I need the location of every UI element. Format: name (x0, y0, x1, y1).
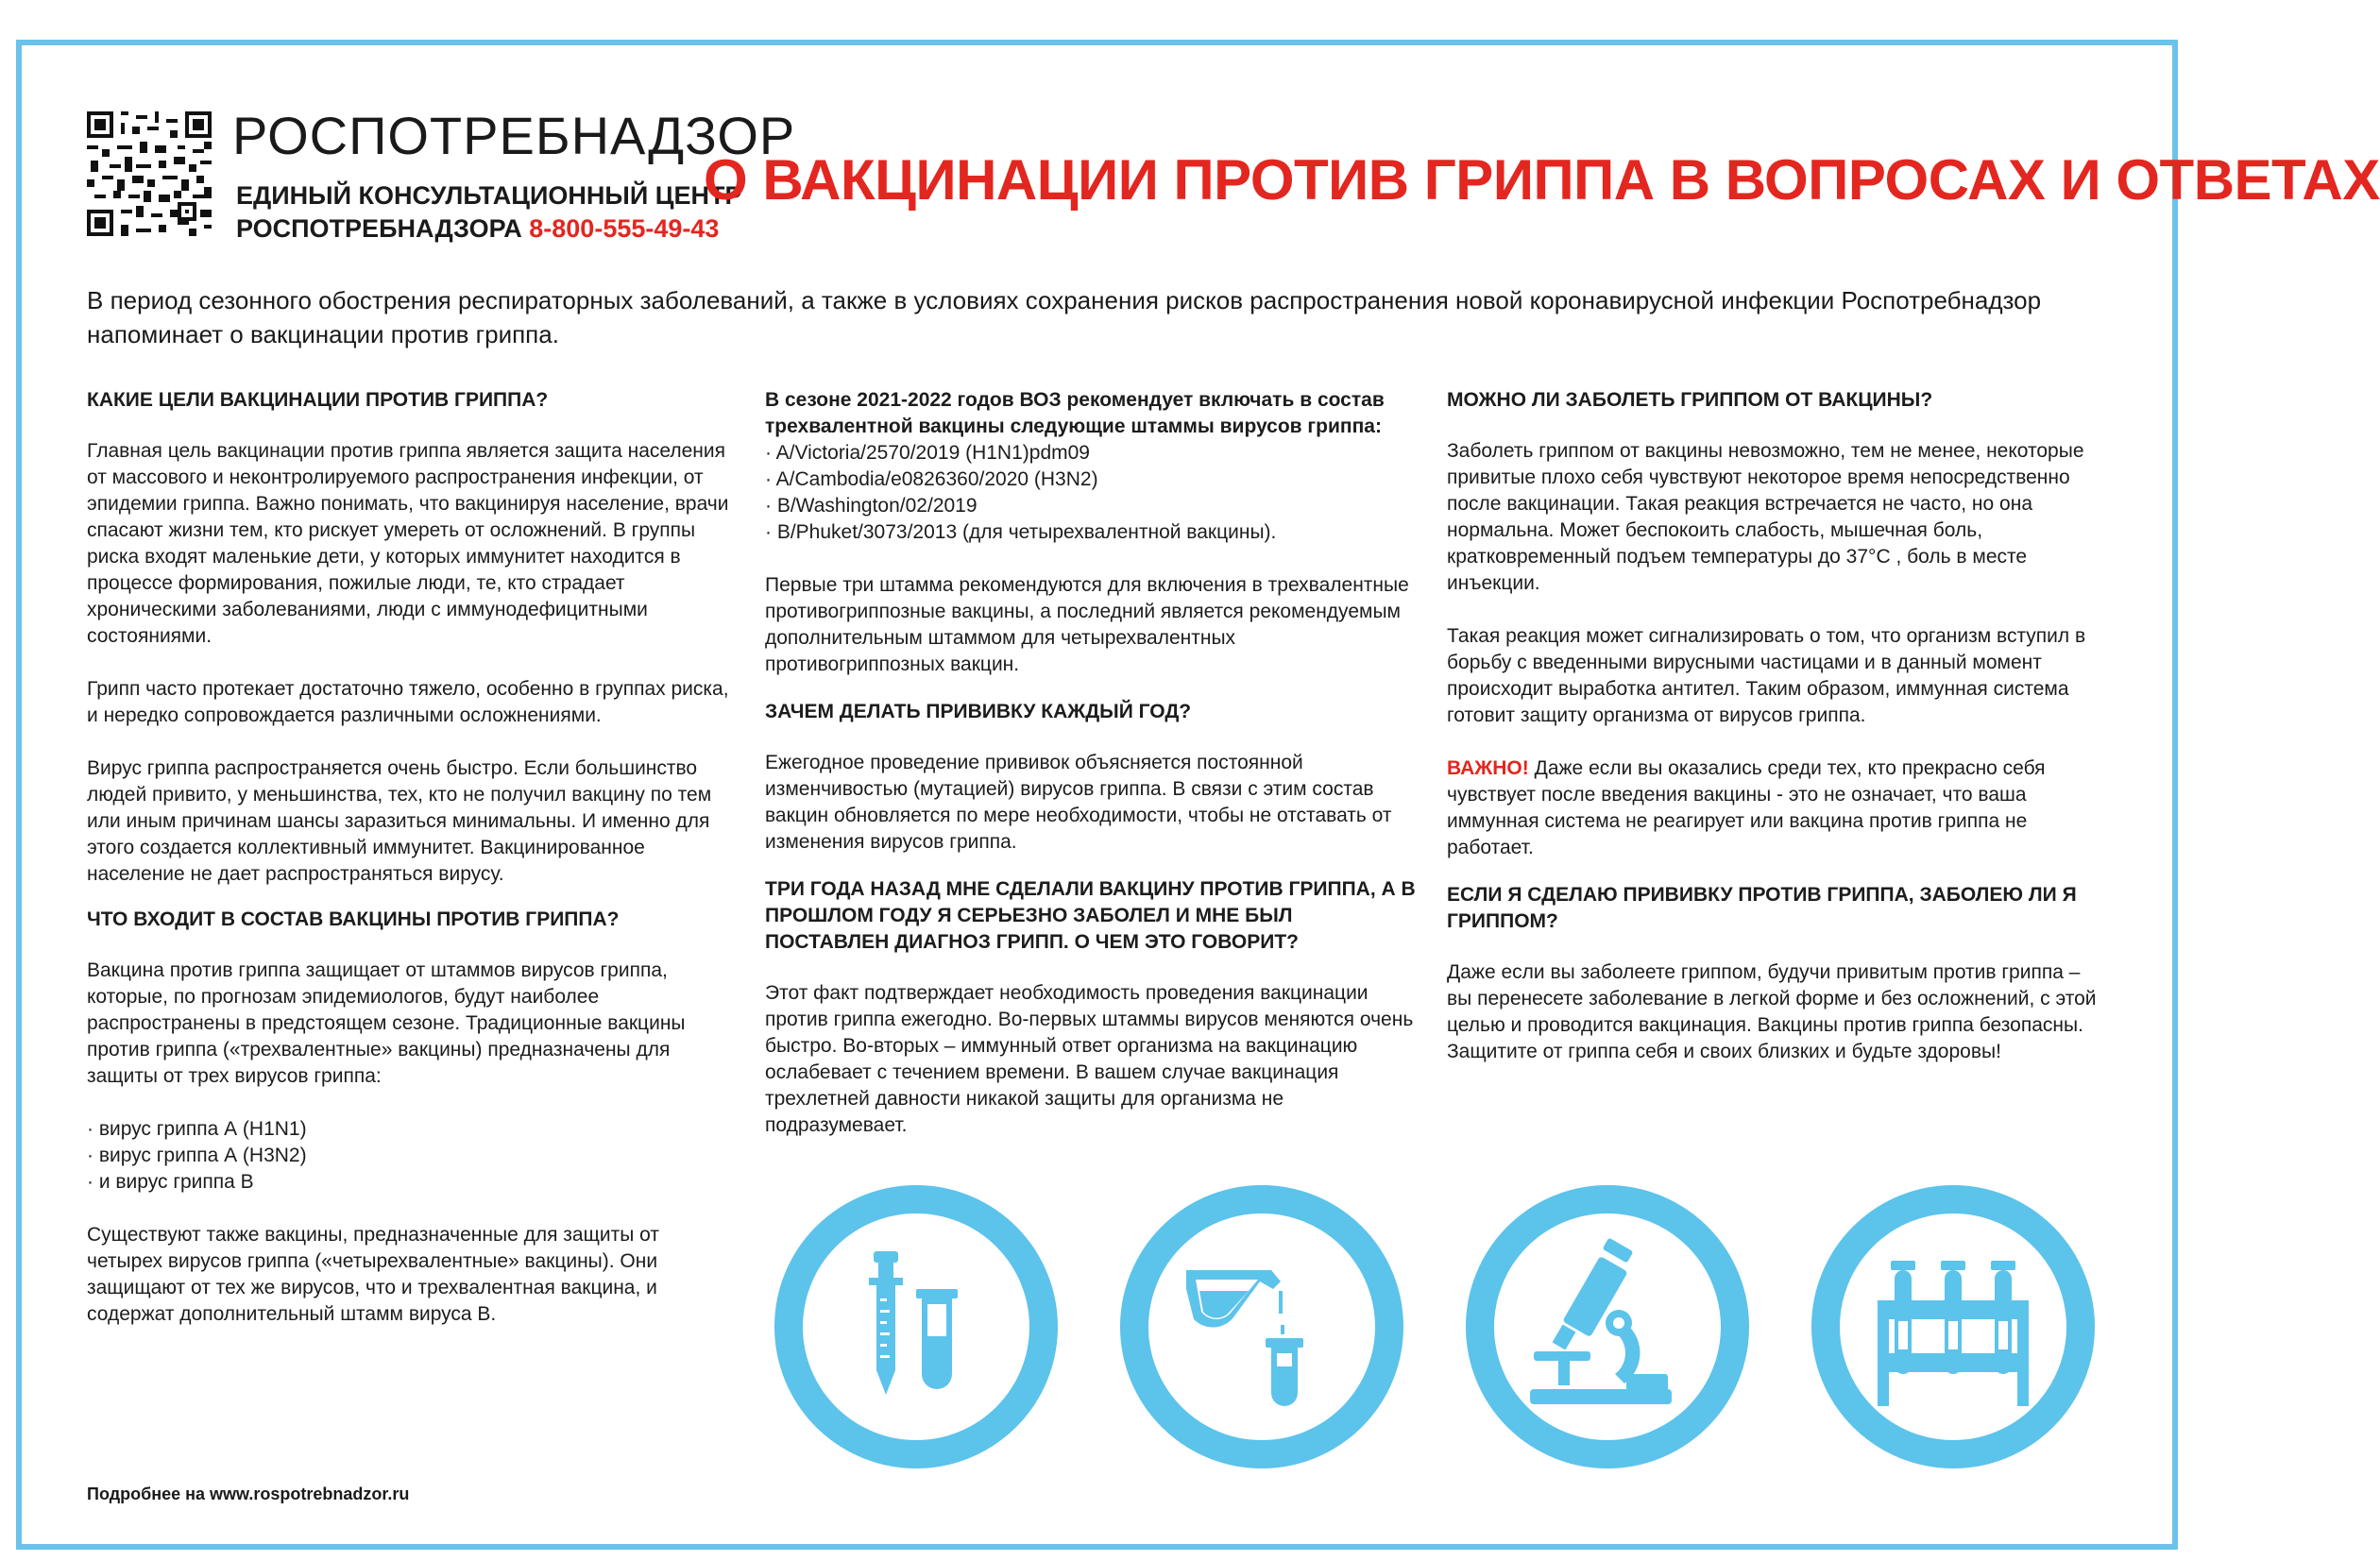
answer-composition-p1: Вакцина против гриппа защищает от штаммов вирусов гриппа, которые, по прогнозам эпидемиологов, будут наиболее распространены в предстоящем сезоне. Традиционные вакцины против гриппа («трехвалентные» вакцины) предназначены для защиты от трех вирусов гриппа: (87, 959, 686, 1087)
icon-circle (1120, 1185, 1403, 1468)
icon-circle (1466, 1185, 1749, 1468)
page-title: О ВАКЦИНАЦИИ ПРОТИВ ГРИППА В ВОПРОСАХ И ОТВЕТАХ (704, 148, 2380, 212)
icons-row (774, 1185, 2097, 1468)
strains-explanation: Первые три штамма рекомендуются для включения в трехвалентные противогриппозные вакцины, а последний является рекомендуемым дополнительным штаммом для четырехвалентных противогриппозных вакцин. (765, 574, 1409, 675)
hotline-phone: 8-800-555-49-43 (529, 214, 720, 243)
consult-center-line2 (236, 212, 742, 246)
list-item: · B/Washington/02/2019 (765, 495, 978, 517)
icon-circle (774, 1185, 1058, 1468)
pipette-test-tube-icon (822, 1232, 1011, 1421)
consult-center-line1: ЕДИНЫЙ КОНСУЛЬТАЦИОННЫЙ ЦЕНТР (236, 181, 742, 210)
icon-circle (1811, 1185, 2095, 1468)
column-1 (87, 387, 739, 1328)
list-item: · B/Phuket/3073/2013 (для четырехвалентной вакцины). (765, 521, 1277, 543)
flask-pouring-icon (1167, 1232, 1356, 1421)
answer-goals-p2: Грипп часто протекает достаточно тяжело, особенно в группах риска, и нередко сопровождается различными осложнениями. (87, 678, 729, 726)
list-item: · вирус гриппа А (H3N2) (87, 1145, 307, 1166)
intro-paragraph: В период сезонного обострения респираторных заболеваний, а также в условиях сохранения рисков распространения новой коронавирусной инфекции Роспотребнадзор напоминает о вакцинации против гриппа. (87, 286, 2042, 348)
test-tube-rack-icon (1859, 1232, 2048, 1421)
important-text: Даже если вы оказались среди тех, кто прекрасно себя чувствует после введения вакцины - это не означает, что ваша иммунная система не реагирует или вакцина против гриппа не работает. (1447, 757, 2046, 858)
question-vaccine-composition: ЧТО ВХОДИТ В СОСТАВ ВАКЦИНЫ ПРОТИВ ГРИППА? (87, 908, 620, 930)
who-recommendation-lead: В сезоне 2021-2022 годов ВОЗ рекомендует включать в состав трехвалентной вакцины следующие штаммы вирусов гриппа: (765, 389, 1385, 437)
important-note (1447, 755, 2099, 861)
consult-center (236, 179, 742, 246)
question-flu-from-vaccine: МОЖНО ЛИ ЗАБОЛЕТЬ ГРИППОМ ОТ ВАКЦИНЫ? (1447, 389, 1933, 411)
list-item: · вирус гриппа А (H1N1) (87, 1118, 307, 1140)
important-label: ВАЖНО! (1447, 757, 1529, 779)
org-name: РОСПОТРЕБНАДЗОР (232, 106, 796, 165)
consult-center-line2-text: РОСПОТРЕБНАДЗОРА (236, 214, 522, 243)
answer-three-years-ago: Этот факт подтверждает необходимость проведения вакцинации против гриппа ежегодно. Во-первых штаммы вирусов меняются очень быстро. Во-вторых – иммунный ответ организма на вакцинацию ослабевает с течением времени. В вашем случае вакцинация трехлетней давности никакой защиты для организма не подразумевает. (765, 982, 1414, 1136)
answer-goals-p3: Вирус гриппа распространяется очень быстро. Если большинство людей привито, у меньшинства, тех, кто не получил вакцину по тем или иным причинам шансы заразиться минимальны. И именно для этого создается коллективный иммунитет. Вакцинированное население не дает распространяться вирусу. (87, 757, 712, 885)
column-2 (765, 387, 1417, 1139)
footer-more-info-link[interactable]: Подробнее на www.rospotrebnadzor.ru (87, 1485, 410, 1503)
question-get-sick-after: ЕСЛИ Я СДЕЛАЮ ПРИВИВКУ ПРОТИВ ГРИППА, ЗАБОЛЕЮ ЛИ Я ГРИППОМ? (1447, 884, 2077, 932)
microscope-icon (1513, 1232, 1702, 1421)
question-vaccination-goals: КАКИЕ ЦЕЛИ ВАКЦИНАЦИИ ПРОТИВ ГРИППА? (87, 389, 549, 411)
list-item: · и вирус гриппа В (87, 1171, 254, 1193)
answer-get-sick-after: Даже если вы заболеете гриппом, будучи привитым против гриппа – вы перенесете заболевание в легкой форме и без осложнений, с этой целью и проводится вакцинация. Вакцины против гриппа безопасны. Защитите от гриппа себя и своих близких и будьте здоровы! (1447, 961, 2097, 1062)
question-yearly-vaccination: ЗАЧЕМ ДЕЛАТЬ ПРИВИВКУ КАЖДЫЙ ГОД? (765, 701, 1192, 722)
virus-list (87, 1116, 739, 1196)
list-item: · A/Cambodia/e0826360/2020 (H3N2) (765, 468, 1098, 490)
answer-yearly: Ежегодное проведение прививок объясняется постоянной изменчивостью (мутацией) вирусов гриппа. В связи с этим состав вакцин обновляется по мере необходимости, чтобы не отставать от изменения вирусов гриппа. (765, 752, 1392, 853)
answer-flu-from-vaccine-p1: Заболеть гриппом от вакцины невозможно, тем не менее, некоторые привитые плохо себя чувствуют некоторое время непосредственно после вакцинации. Такая реакция встречается не часто, но она нормальна. Может беспокоить слабость, мышечная боль, кратковременный подъем температуры до 37°С , боль в месте инъекции. (1447, 440, 2084, 594)
strain-list (765, 440, 1417, 546)
column-3 (1447, 387, 2099, 1065)
qr-code-icon (87, 111, 212, 236)
answer-goals-p1: Главная цель вакцинации против гриппа является защита населения от массового и неконтролируемого распространения инфекции, от эпидемии гриппа. Важно понимать, что вакцинируя население, врачи спасают жизни тем, кто рискует умереть от осложнений. В группы риска входят маленькие дети, у которых иммунитет находится в процессе формирования, пожилые люди, те, кто страдает хроническими заболеваниями, люди с иммунодефицитными состояниями. (87, 440, 729, 647)
list-item: · A/Victoria/2570/2019 (H1N1)pdm09 (765, 442, 1090, 464)
answer-composition-p2: Существуют также вакцины, предназначенные для защиты от четырех вирусов гриппа («четырехвалентные» вакцины). Они защищают от тех же вирусов, что и трехвалентная вакцина, и содержат дополнительный штамм вируса В. (87, 1224, 659, 1325)
answer-flu-from-vaccine-p2: Такая реакция может сигнализировать о том, что организм вступил в борьбу с введенными вирусными частицами и в данный момент происходит выработка антител. Таким образом, иммунная система готовит защиту организма от вирусов гриппа. (1447, 625, 2086, 726)
question-three-years-ago: ТРИ ГОДА НАЗАД МНЕ СДЕЛАЛИ ВАКЦИНУ ПРОТИВ ГРИППА, А В ПРОШЛОМ ГОДУ Я СЕРЬЕЗНО ЗАБОЛЕЛ И МНЕ БЫЛ ПОСТАВЛЕН ДИАГНОЗ ГРИПП. О ЧЕМ ЭТО ГОВОРИТ? (765, 878, 1416, 953)
